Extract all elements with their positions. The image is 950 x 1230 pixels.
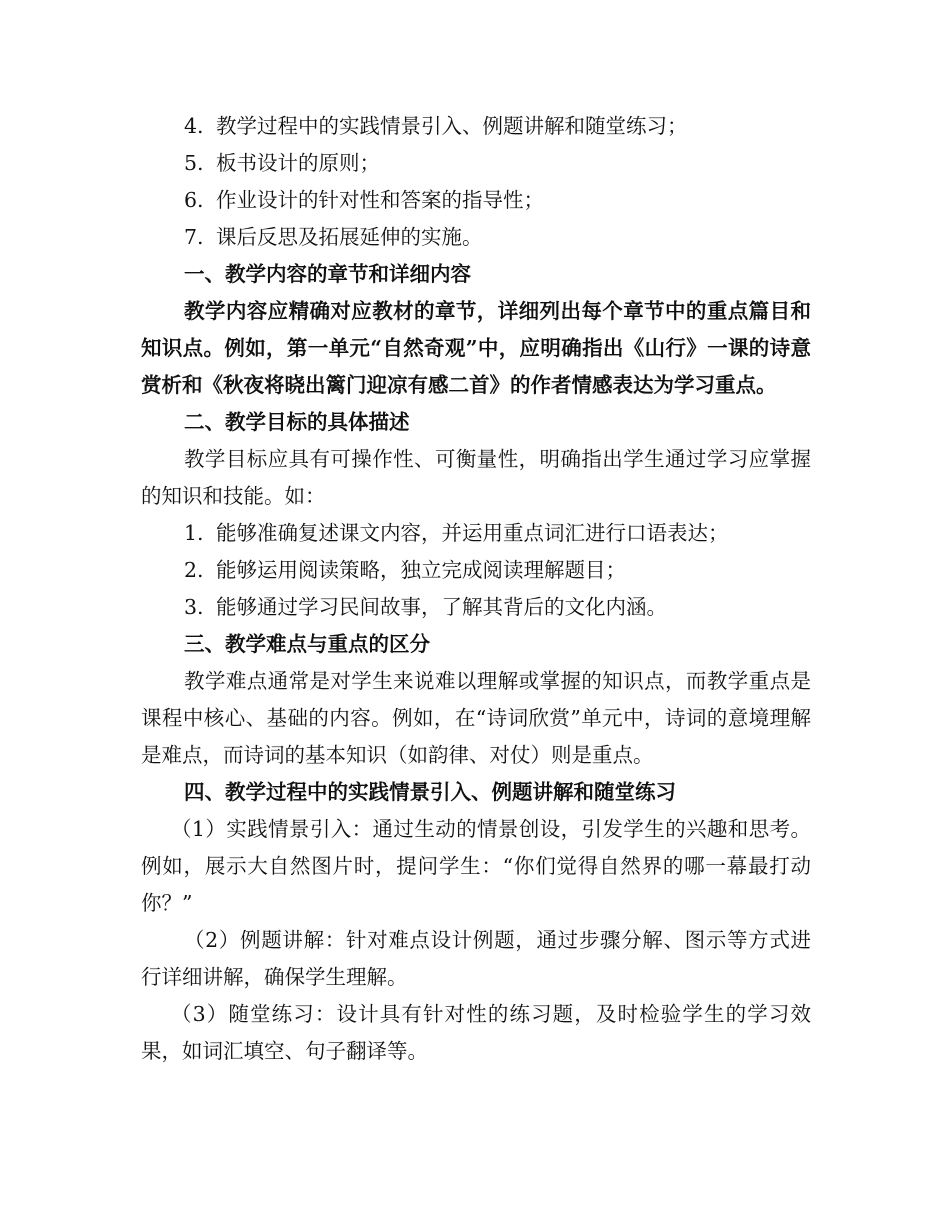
section-4-paragraph-1: （1）实践情景引入：通过生动的情景创设，引发学生的兴趣和思考。例如，展示大自然图片时，提问学生：“你们觉得自然界的哪一幕最打动你？” (141, 817, 811, 915)
list-item (141, 589, 811, 626)
list-number: 5. (184, 151, 204, 175)
list-text: 教学过程中的实践情景引入、例题讲解和随堂练习； (216, 114, 688, 138)
list-number: 1. (184, 521, 204, 545)
section-3-body: 教学难点通常是对学生来说难以理解或掌握的知识点，而教学重点是课程中核心、基础的内容。例如，在“诗词欣赏”单元中，诗词的意境理解是难点，而诗词的基本知识（如韵律、对仗）则是重点。 (141, 669, 811, 767)
list-text: 能够通过学习民间故事，了解其背后的文化内涵。 (216, 595, 667, 619)
list-text: 作业设计的针对性和答案的指导性； (216, 188, 544, 212)
section-3-heading: 三、教学难点与重点的区分 (184, 632, 430, 656)
list-number: 4. (184, 114, 204, 138)
section-2-body: 教学目标应具有可操作性、可衡量性，明确指出学生通过学习应掌握的知识和技能。如： (141, 447, 811, 508)
list-item (141, 219, 811, 256)
list-item (141, 515, 811, 552)
list-item (141, 145, 811, 182)
section-1-body: 教学内容应精确对应教材的章节，详细列出每个章节中的重点篇目和知识点。例如，第一单元“自然奇观”中，应明确指出《山行》一课的诗意赏析和《秋夜将晓出篱门迎凉有感二首》的作者情感表达为学习重点。 (141, 299, 811, 397)
list-text: 板书设计的原则； (216, 151, 380, 175)
list-number: 6. (184, 188, 204, 212)
section-4-paragraph-2: （2）例题讲解：针对难点设计例题，通过步骤分解、图示等方式进行详细讲解，确保学生理解。 (141, 928, 811, 989)
section-1-heading: 一、教学内容的章节和详细内容 (184, 262, 471, 286)
list-text: 能够准确复述课文内容，并运用重点词汇进行口语表达； (216, 521, 729, 545)
document-body (141, 108, 811, 1070)
list-item (141, 182, 811, 219)
list-text: 能够运用阅读策略，独立完成阅读理解题目； (216, 558, 626, 582)
list-number: 2. (184, 558, 204, 582)
section-2-heading: 二、教学目标的具体描述 (184, 410, 410, 434)
list-number: 3. (184, 595, 204, 619)
list-number: 7. (184, 225, 204, 249)
list-item (141, 108, 811, 145)
section-4-heading: 四、教学过程中的实践情景引入、例题讲解和随堂练习 (184, 780, 676, 804)
list-item (141, 552, 811, 589)
list-text: 课后反思及拓展延伸的实施。 (216, 225, 483, 249)
section-4-paragraph-3: （3）随堂练习：设计具有针对性的练习题，及时检验学生的学习效果，如词汇填空、句子翻译等。 (141, 1002, 811, 1063)
